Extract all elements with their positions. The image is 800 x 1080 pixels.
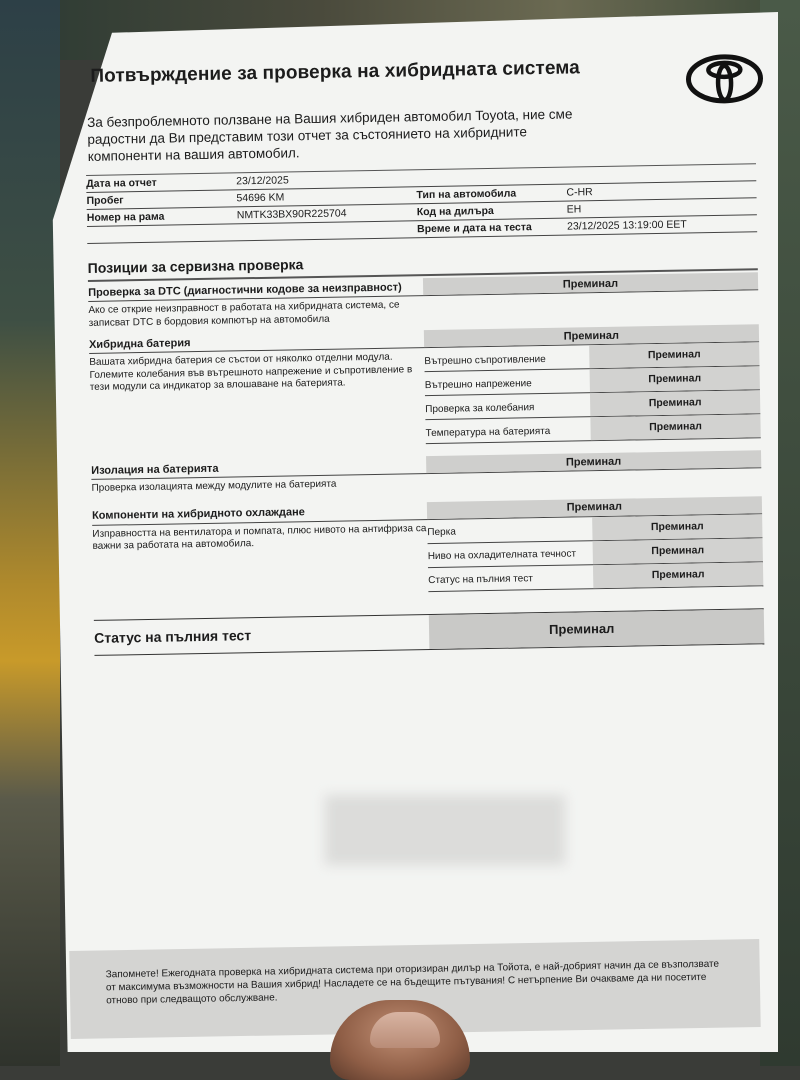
toyota-logo xyxy=(684,52,765,105)
info-label: Номер на рама xyxy=(86,210,165,224)
info-value: C-HR xyxy=(566,186,593,199)
subcheck-status: Преминал xyxy=(593,562,763,588)
overall-status-label: Статус на пълния тест xyxy=(94,626,252,646)
subcheck-label: Вътрешно напрежение xyxy=(424,377,532,391)
thumbnail-nail xyxy=(370,1012,440,1048)
info-label: Пробег xyxy=(86,194,124,207)
info-label xyxy=(87,232,237,235)
check-battery xyxy=(89,324,761,450)
vehicle-info xyxy=(86,163,757,244)
smudge xyxy=(325,795,565,865)
info-label xyxy=(416,176,566,179)
check-description: Ако се открие неизправност в работата на хибридната система, се записват DTC в бордовия компютър на автомобила xyxy=(88,299,400,329)
info-label: Тип на автомобила xyxy=(416,187,517,202)
subcheck-status: Преминал xyxy=(592,514,762,540)
subcheck-label: Проверка за колебания xyxy=(425,401,535,415)
check-status: Преминал xyxy=(424,324,759,347)
info-value: EH xyxy=(566,203,582,216)
info-label: Код на дилъра xyxy=(416,204,494,219)
check-status: Преминал xyxy=(423,272,758,295)
info-label: Дата на отчет xyxy=(86,176,157,190)
check-insulation xyxy=(91,450,761,495)
section-title: Позиции за сервизна проверка xyxy=(88,248,758,282)
subcheck-list xyxy=(427,514,763,592)
subcheck-status: Преминал xyxy=(590,390,760,416)
check-dtc xyxy=(88,272,759,330)
check-name: Хибридна батерия xyxy=(88,336,191,351)
check-description: Вашата хибридна батерия се състои от няколко отделни модула. Големите колебания във вътрешното напрежение и съпротивление в тези модули са индикатор за влошаване на батерията. xyxy=(89,351,413,393)
subcheck-row xyxy=(428,562,763,592)
subcheck-list xyxy=(424,342,761,444)
info-value: NMTK33BX90R225704 xyxy=(236,207,347,222)
info-value: 23/12/2025 13:19:00 EET xyxy=(566,218,687,233)
check-name: Изолация на батерията xyxy=(91,462,219,477)
info-value xyxy=(237,229,417,232)
overall-status-value: Преминал xyxy=(429,609,765,649)
check-status: Преминал xyxy=(426,450,761,473)
subcheck-label: Статус на пълния тест xyxy=(428,573,533,587)
document xyxy=(84,44,764,655)
check-body xyxy=(89,342,761,450)
subcheck-status: Преминал xyxy=(590,414,760,440)
background-left xyxy=(0,0,60,1066)
intro-text: За безпроблемното ползване на Вашия хибриден автомобил Toyota, ние сме радостни да Ви представим този отчет за състоянието на хибридните компоненти на вашия автомобил. xyxy=(87,106,573,164)
check-name: Компоненти на хибридното охлаждане xyxy=(91,506,305,522)
check-cooling xyxy=(92,496,763,598)
info-value: 23/12/2025 xyxy=(236,174,289,188)
subcheck-label: Вътрешно съпротивление xyxy=(424,353,546,367)
subcheck-row xyxy=(425,414,760,444)
check-description: Проверка изолацията между модулите на батерията xyxy=(91,478,337,494)
subcheck-label: Перка xyxy=(427,526,456,539)
info-label: Време и дата на теста xyxy=(416,221,532,236)
subcheck-status: Преминал xyxy=(593,538,763,564)
page-title: Потвърждение за проверка на хибридната система xyxy=(90,57,581,87)
footer-text: Запомнете! Ежегодната проверка на хибридната система при оторизиран дилър на Тойота, е най-добрият начин да се възползвате от максимума възможности на Вашия хибрид! Насладете се на бъдещите пътувания! С нетърпение Ви очакваме да ни посетите отново при следващото обслужване. xyxy=(105,958,720,1007)
subcheck-status: Преминал xyxy=(590,366,760,392)
check-body xyxy=(92,514,763,598)
subcheck-status: Преминал xyxy=(589,342,759,368)
subcheck-label: Температура на батерията xyxy=(425,425,551,439)
check-status: Преминал xyxy=(427,496,762,519)
info-value xyxy=(566,172,746,175)
check-description: Изправността на вентилатора и помпата, плюс нивото на антифриза са важни за работата на автомобила. xyxy=(92,522,427,552)
check-name: Проверка за DTC (диагностични кодове за неизправност) xyxy=(88,280,402,299)
info-value: 54696 KM xyxy=(236,191,285,205)
subcheck-label: Ниво на охладителната течност xyxy=(427,548,577,563)
